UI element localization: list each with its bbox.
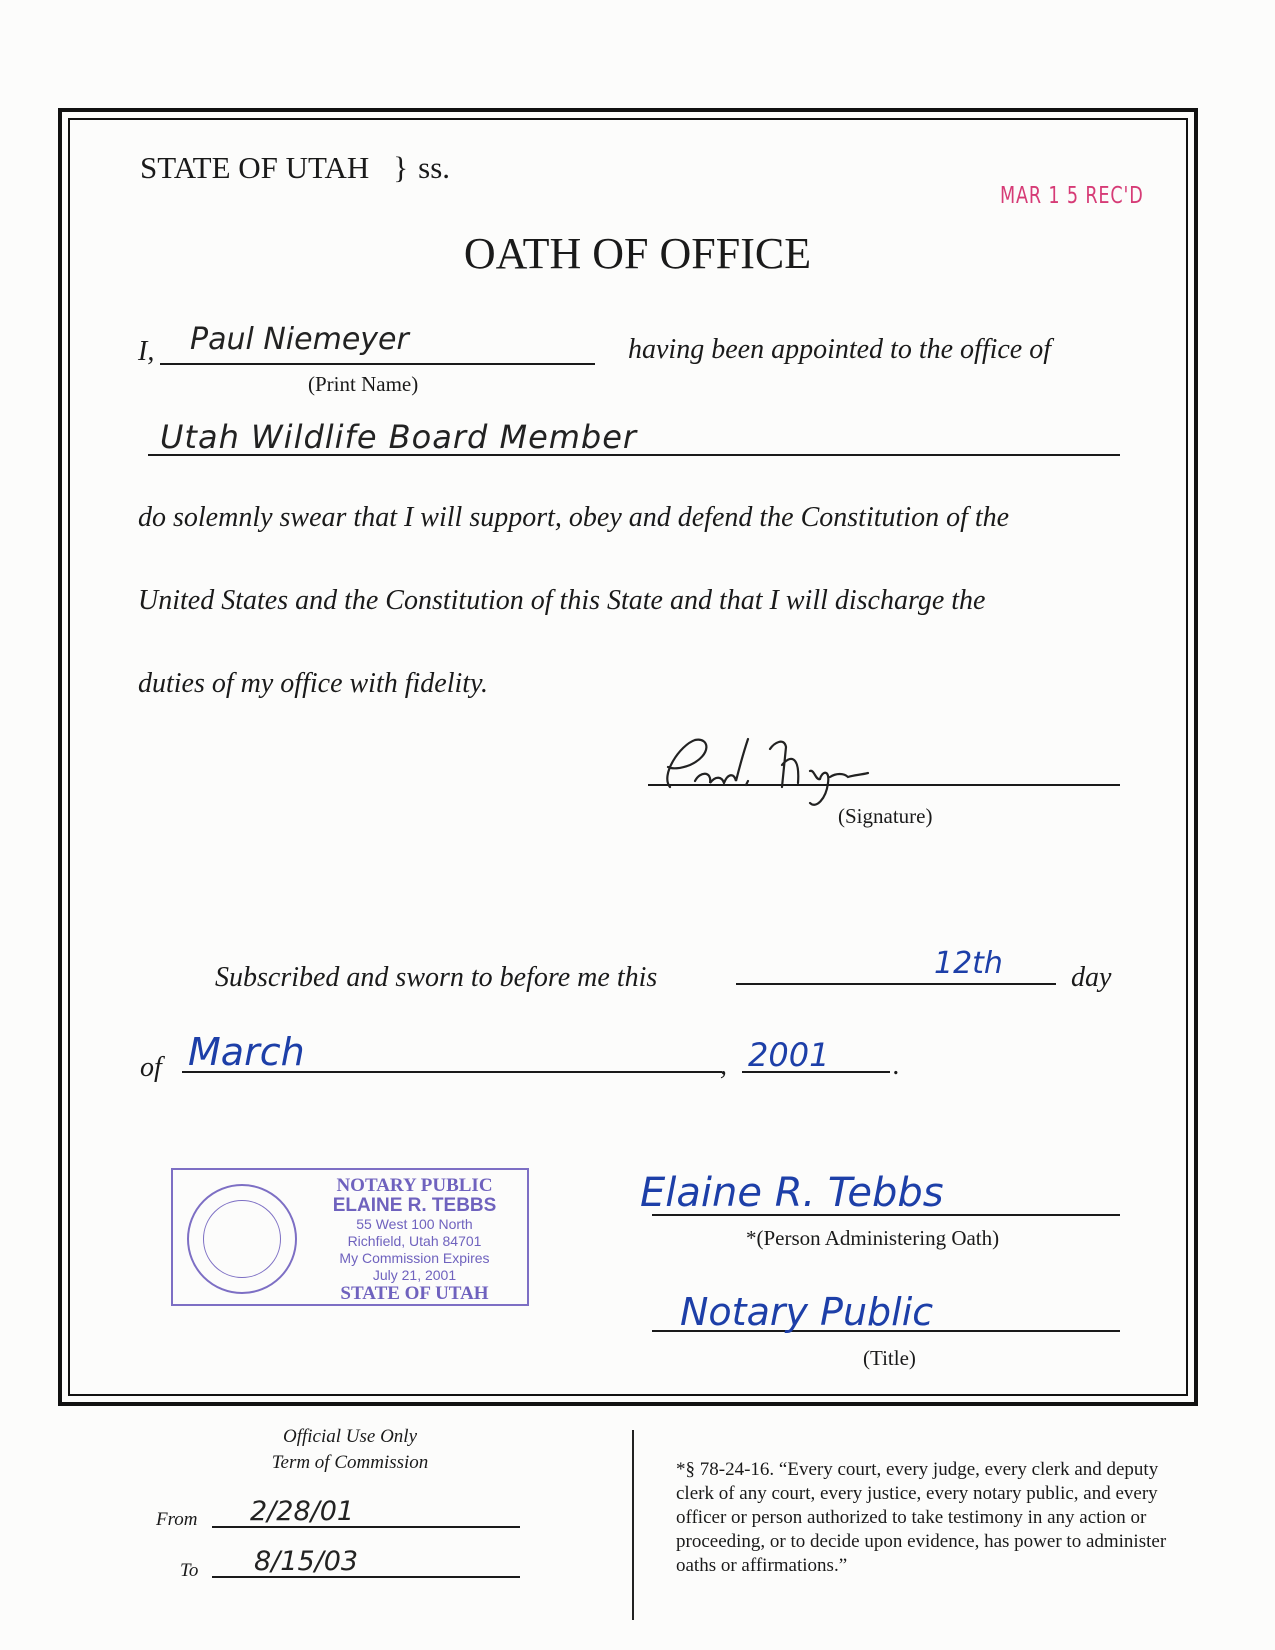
seal-emblem (203, 1200, 281, 1278)
title-caption: (Title) (863, 1346, 916, 1370)
day-handwriting: 12th (934, 946, 1003, 981)
notary-stamp-name: ELAINE R. TEBBS (332, 1195, 497, 1216)
notary-stamp-expires-label: My Commission Expires (339, 1250, 490, 1266)
notary-stamp-state: STATE OF UTAH (340, 1283, 489, 1304)
document-title: OATH OF OFFICE (463, 229, 812, 278)
notary-stamp-title: NOTARY PUBLIC (336, 1175, 493, 1196)
administrator-caption: *(Person Administering Oath) (746, 1226, 1000, 1250)
notary-stamp-address: 55 West 100 North (356, 1216, 473, 1232)
vertical-divider (632, 1430, 634, 1620)
oath-taker-signature (650, 725, 880, 815)
ss-label: ss. (418, 150, 451, 185)
notary-stamp-city: Richfield, Utah 84701 (347, 1233, 482, 1249)
official-use-heading (270, 1424, 430, 1476)
administrator-signature: Elaine R. Tebbs (640, 1170, 944, 1216)
notary-stamp-expires-date: July 21, 2001 (372, 1267, 457, 1283)
period: . (893, 1050, 900, 1081)
oath-prefix: I, (138, 336, 155, 367)
brace: } (393, 150, 409, 185)
term-of-commission-title: Term of Commission (271, 1452, 429, 1473)
oath-text-line-3: duties of my office with fidelity. (138, 668, 488, 699)
day-line (736, 983, 1056, 985)
oath-text-line-1: do solemnly swear that I will support, obey and defend the Constitution of the (138, 502, 1010, 533)
day-word: day (1071, 962, 1112, 993)
sworn-text: Subscribed and sworn to before me this (215, 962, 658, 993)
to-date-handwriting: 8/15/03 (254, 1546, 359, 1577)
office-handwriting: Utah Wildlife Board Member (160, 418, 638, 456)
comma: , (720, 1050, 727, 1081)
year-handwriting: 2001 (748, 1036, 830, 1074)
to-label: To (180, 1560, 199, 1581)
appointed-text: having been appointed to the office of (628, 334, 1052, 365)
signature-caption: (Signature) (838, 804, 933, 828)
state-seal (187, 1184, 297, 1294)
official-use-title: Official Use Only (282, 1426, 418, 1447)
from-date-handwriting: 2/28/01 (250, 1496, 355, 1527)
month-handwriting: March (188, 1030, 305, 1074)
printed-name-handwriting: Paul Niemeyer (190, 322, 409, 357)
oath-text-line-2: United States and the Constitution of this State and that I will discharge the (138, 585, 986, 616)
print-name-caption: (Print Name) (308, 372, 419, 396)
name-line (160, 363, 595, 365)
state-name: STATE OF UTAH (140, 150, 370, 185)
title-handwriting: Notary Public (680, 1290, 934, 1334)
of-word: of (140, 1052, 162, 1083)
received-date-stamp: MAR 1 5 REC'D (1000, 183, 1144, 209)
from-label: From (156, 1509, 198, 1530)
notary-stamp (171, 1168, 529, 1306)
statute-note: *§ 78-24-16. “Every court, every judge, every clerk and deputy clerk of any court, every justice, every notary public, and every officer or person authorized to take testimony in any action or proceeding, or to decide upon evidence, has power to administer oaths or affirmations.” (676, 1459, 1167, 1576)
state-heading (140, 150, 450, 186)
